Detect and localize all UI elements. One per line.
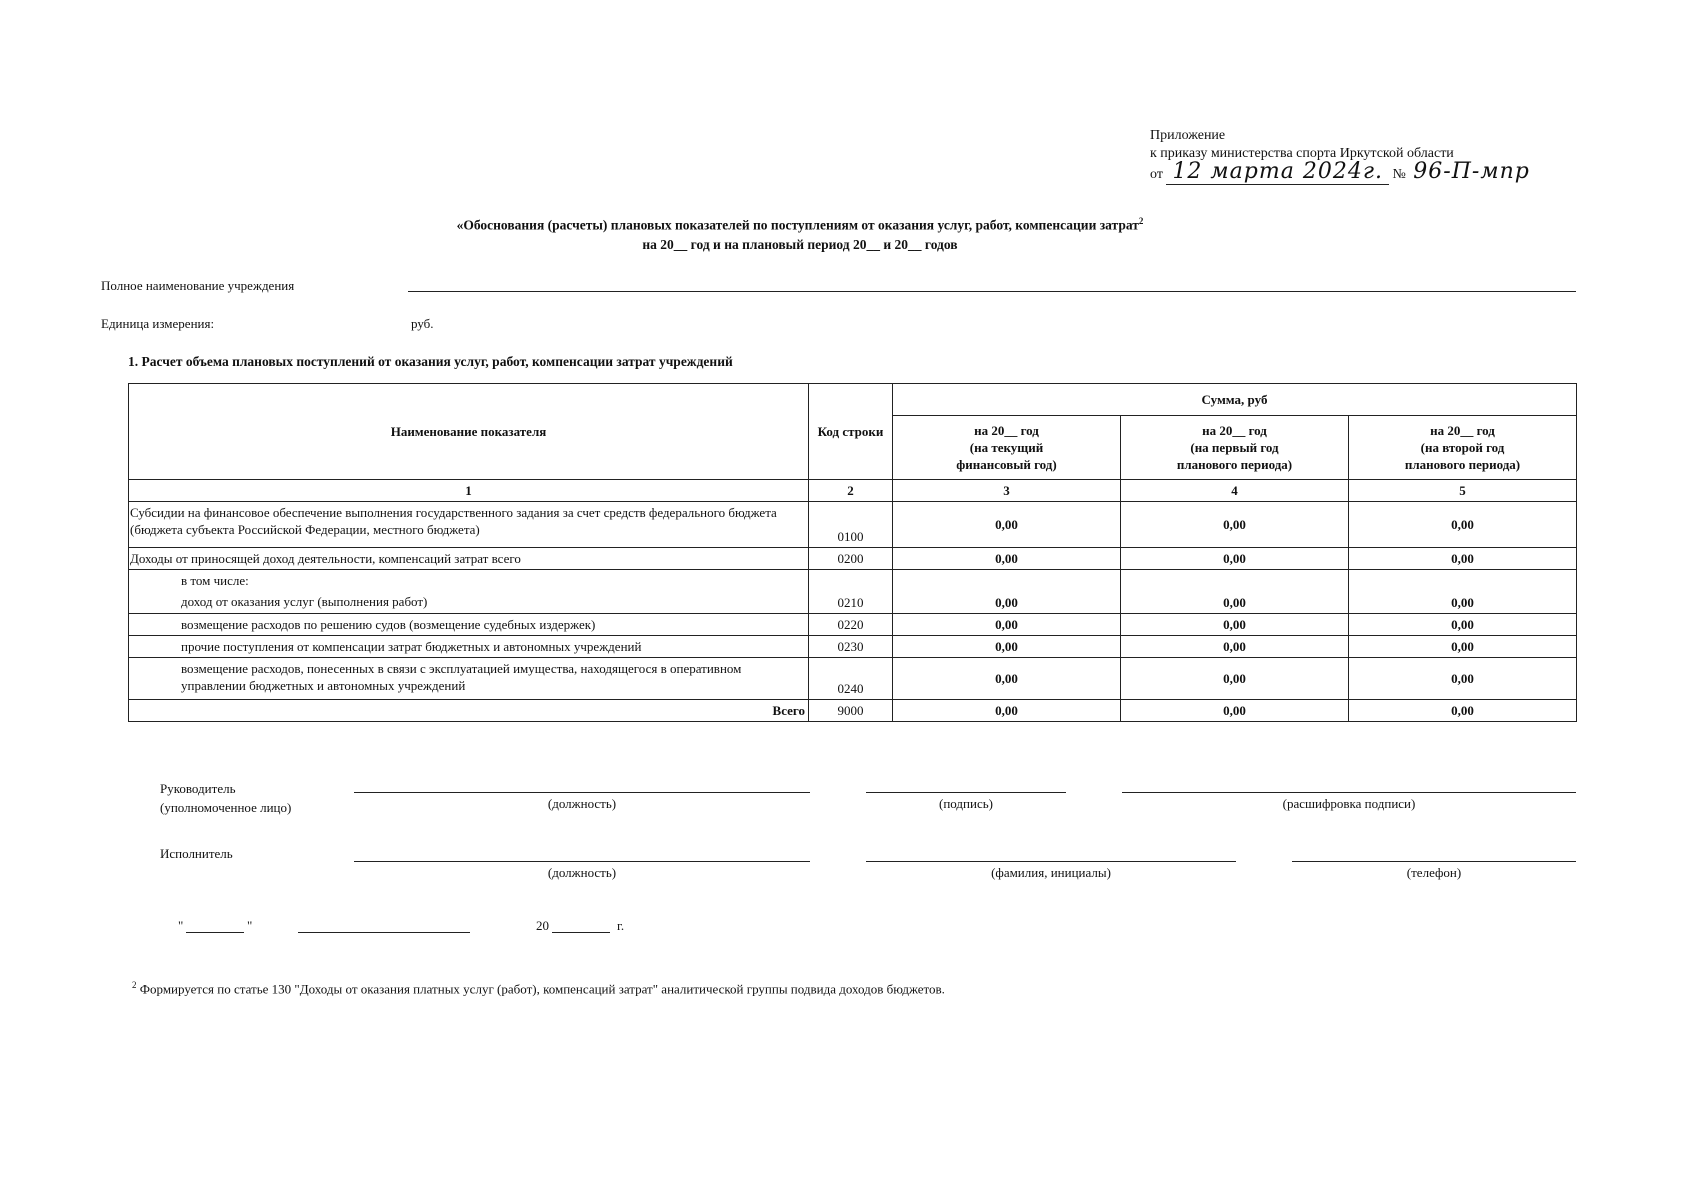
header-year-2: на 20__ год (на первый год планового периода) [1121, 416, 1349, 480]
row-0220-v1: 0,00 [893, 614, 1121, 636]
row-0210-name [129, 570, 809, 614]
col-number-3: 3 [893, 480, 1121, 502]
head-decoding-caption: (расшифровка подписи) [1282, 796, 1416, 811]
handwritten-number: 96-П-мпр [1413, 159, 1530, 184]
appendix-line-1: Приложение [1150, 128, 1226, 143]
row-0230-name: прочие поступления от компенсации затрат бюджетных и автономных учреждений [129, 636, 809, 658]
handwritten-date: 12 марта 2024г. [1166, 159, 1389, 185]
total-label: Всего [129, 700, 809, 722]
footnote [132, 980, 945, 997]
row-0230-code: 0230 [809, 636, 893, 658]
col-number-5: 5 [1349, 480, 1577, 502]
row-0240-v2: 0,00 [1121, 658, 1349, 700]
table-row [129, 658, 1577, 700]
row-0210-prefix: в том числе: [181, 573, 249, 588]
table-total-row [129, 700, 1577, 722]
row-0100-v3: 0,00 [1349, 502, 1577, 548]
title-footnote-mark: 2 [1138, 216, 1144, 226]
col-number-2: 2 [809, 480, 893, 502]
row-0230-v2: 0,00 [1121, 636, 1349, 658]
head-label: Руководитель (уполномоченное лицо) [160, 781, 292, 815]
table-header-row-1 [129, 384, 1577, 416]
table-row [129, 636, 1577, 658]
executor-name-caption: (фамилия, инициалы) [991, 865, 1111, 880]
head-signature-caption: (подпись) [939, 796, 993, 811]
document-title [300, 212, 1300, 254]
row-0200-name: Доходы от приносящей доход деятельности, компенсаций затрат всего [129, 548, 809, 570]
title-line-1: «Обоснования (расчеты) плановых показателей по поступлениям от оказания услуг, работ, компенсации затрат$^2$ [456, 216, 1144, 233]
from-label: от [1150, 167, 1163, 182]
row-0230-v1: 0,00 [893, 636, 1121, 658]
head-position-caption: (должность) [547, 796, 617, 811]
institution-label: Полное наименование учреждения [101, 278, 295, 293]
appendix-line-2: к приказу министерства спорта Иркутской области [1150, 146, 1454, 161]
col-number-4: 4 [1121, 480, 1349, 502]
date-quote-close: " [247, 918, 253, 933]
table-row [129, 502, 1577, 548]
footnote-mark: 2 [132, 980, 137, 990]
row-0220-v2: 0,00 [1121, 614, 1349, 636]
institution-field-line [408, 291, 1576, 292]
date-year-prefix: 20 [536, 918, 549, 933]
row-0220-name: возмещение расходов по решению судов (возмещение судебных издержек) [129, 614, 809, 636]
number-label: № [1392, 167, 1406, 182]
total-code: 9000 [809, 700, 893, 722]
row-0240-name: возмещение расходов, понесенных в связи с эксплуатацией имущества, находящегося в оперативном управлении бюджетных и автономных учреждений [129, 658, 809, 700]
table-row [129, 614, 1577, 636]
executor-name-line [866, 861, 1236, 862]
header-year-1: на 20__ год (на текущий финансовый год) [893, 416, 1121, 480]
table-row [129, 548, 1577, 570]
header-row-code: Код строки [809, 384, 893, 480]
unit-value: руб. [411, 316, 434, 331]
head-decoding-line [1122, 792, 1576, 793]
row-0210-v2: 0,00 [1121, 570, 1349, 614]
row-0200-v1: 0,00 [893, 548, 1121, 570]
row-0200-v3: 0,00 [1349, 548, 1577, 570]
date-year-suffix: г. [617, 918, 625, 933]
executor-phone-caption: (телефон) [1406, 865, 1462, 880]
row-0220-code: 0220 [809, 614, 893, 636]
row-0200-v2: 0,00 [1121, 548, 1349, 570]
appendix-date-row [1150, 159, 1534, 184]
executor-position-caption: (должность) [547, 865, 617, 880]
row-0100-code: 0100 [809, 502, 893, 548]
unit-label: Единица измерения: [101, 316, 215, 331]
row-0100-v1: 0,00 [893, 502, 1121, 548]
row-0240-v1: 0,00 [893, 658, 1121, 700]
income-table [128, 383, 1577, 722]
date-month-line [298, 932, 470, 933]
total-v3: 0,00 [1349, 700, 1577, 722]
head-position-line [354, 792, 810, 793]
row-0200-code: 0200 [809, 548, 893, 570]
row-0210-v3: 0,00 [1349, 570, 1577, 614]
row-0210-code: 0210 [809, 570, 893, 614]
executor-label: Исполнитель [160, 846, 233, 861]
footnote-text: Формируется по статье 130 "Доходы от оказания платных услуг (работ), компенсаций затрат" аналитической группы подвида доходов бюджетов. [139, 981, 945, 997]
appendix-block [1150, 127, 1534, 184]
table-row [129, 570, 1577, 614]
col-number-1: 1 [129, 480, 809, 502]
row-0230-v3: 0,00 [1349, 636, 1577, 658]
executor-position-line [354, 861, 810, 862]
row-0210-v1: 0,00 [893, 570, 1121, 614]
row-0220-v3: 0,00 [1349, 614, 1577, 636]
row-0100-v2: 0,00 [1121, 502, 1349, 548]
total-v2: 0,00 [1121, 700, 1349, 722]
header-sum: Сумма, руб [893, 384, 1577, 416]
executor-phone-line [1292, 861, 1576, 862]
head-signature-line [866, 792, 1066, 793]
row-0240-code: 0240 [809, 658, 893, 700]
header-year-3: на 20__ год (на второй год планового периода) [1349, 416, 1577, 480]
total-v1: 0,00 [893, 700, 1121, 722]
date-year-line [552, 932, 610, 933]
row-0240-v3: 0,00 [1349, 658, 1577, 700]
date-day-line [186, 932, 244, 933]
row-0100-name: Субсидии на финансовое обеспечение выполнения государственного задания за счет средств федерального бюджета (бюджета субъекта Российской Федерации, местного бюджета) [129, 502, 809, 548]
title-line-2: на 20__ год и на плановый период 20__ и 20__ годов [642, 236, 958, 252]
row-0210-label: доход от оказания услуг (выполнения работ) [181, 594, 428, 609]
header-indicator-name: Наименование показателя [129, 384, 809, 480]
date-quote-open: " [178, 918, 184, 933]
section-1-title: 1. Расчет объема плановых поступлений от оказания услуг, работ, компенсации затрат учреждений [128, 354, 733, 369]
column-numbers-row [129, 480, 1577, 502]
